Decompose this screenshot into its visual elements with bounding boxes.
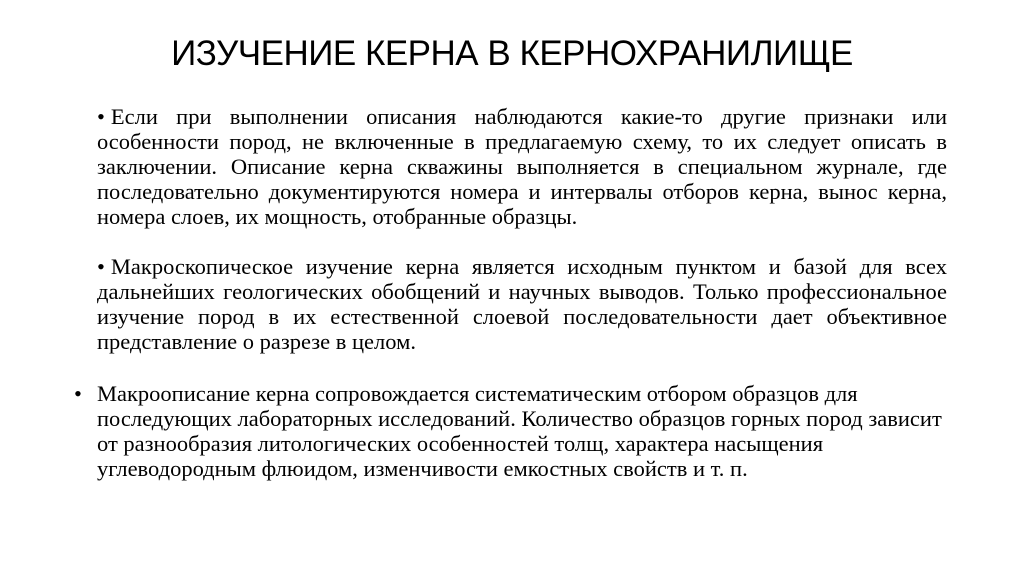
bullet-marker: • <box>74 381 82 406</box>
paragraph-documentation <box>97 104 947 229</box>
slide-title: ИЗУЧЕНИЕ КЕРНА В КЕРНОХРАНИЛИЩЕ <box>171 34 853 73</box>
paragraph-text: Макроскопическое изучение керна является исходным пунктом и базой для всех дальнейших геологических обобщений и научных выводов. Только профессиональное изучение пород в их естественной слоевой последовательности дает объективное представление о разрезе в целом. <box>97 254 947 354</box>
bullet-marker: • <box>97 104 105 129</box>
paragraph-text: Если при выполнении описания наблюдаются какие-то другие признаки или особенности пород, не включенные в предлагаемую схему, то их следует описать в заключении. Описание керна скважины выполняется в специальном журнале, где последовательно документируются номера и интервалы отборов керна, вынос керна, номера слоев, их мощность, отобранные образцы. <box>97 104 947 229</box>
paragraph-text: Макроописание керна сопровождается систематическим отбором образцов для последующих лабораторных исследований. Количество образцов горных пород зависит от разнообразия литологических особенностей толщ, характера насыщения углеводородным флюидом, изменчивости емкостных свойств и т. п. <box>97 381 942 481</box>
bullet-marker: • <box>97 254 105 279</box>
paragraph-sampling <box>97 381 949 481</box>
paragraph-macroscopic-study <box>97 254 947 354</box>
